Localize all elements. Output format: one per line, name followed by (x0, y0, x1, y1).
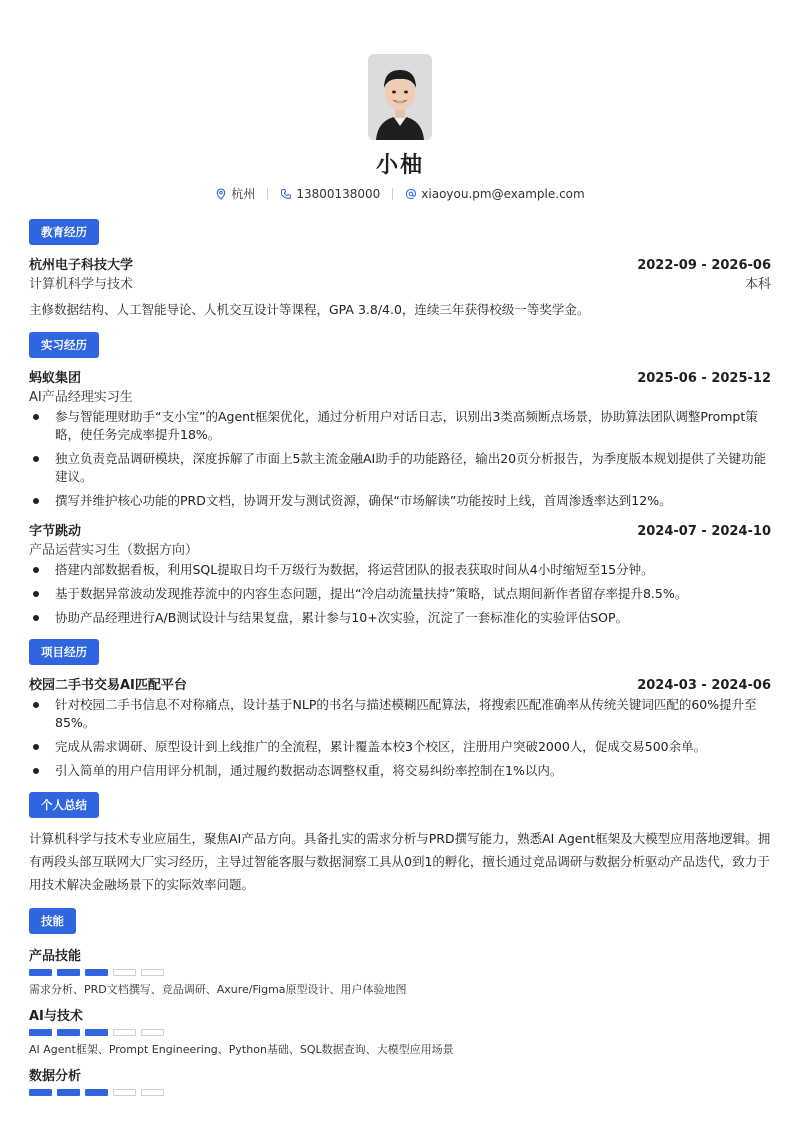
company-name: 蚂蚁集团 (29, 371, 82, 386)
skill-level-segment-filled (29, 969, 52, 976)
bullet-list (29, 696, 771, 780)
internship-role: AI产品经理实习生 (29, 390, 133, 405)
internship-entry (29, 520, 771, 627)
contact-info (0, 185, 800, 202)
section-title-project: 项目经历 (29, 639, 99, 665)
education-sub-row (29, 273, 771, 292)
section-title-summary: 个人总结 (29, 792, 99, 818)
skill-name: AI与技术 (29, 1009, 83, 1024)
project-section (29, 639, 771, 780)
contact-phone (268, 187, 392, 201)
skill-name: 数据分析 (29, 1069, 82, 1084)
education-detail: 主修数据结构、人工智能导论、人机交互设计等课程，GPA 3.8/4.0，连续三年获得校级一等奖学金。 (29, 302, 590, 317)
bullet-item: 独立负责竞品调研模块，深度拆解了市面上5款主流金融AI助手的功能路径，输出20页分析报告，为季度版本规划提供了关键功能建议。 (29, 450, 771, 486)
skill-level-segment-filled (57, 1029, 80, 1036)
bullet-item: 搭建内部数据看板，利用SQL提取日均千万级行为数据，将运营团队的报表获取时间从4小时缩短至15分钟。 (29, 561, 771, 579)
bullet-item: 协助产品经理进行A/B测试设计与结果复盘，累计参与10+次实验，沉淀了一套标准化的实验评估SOP。 (29, 609, 771, 627)
email-text: xiaoyou.pm@example.com (421, 186, 585, 201)
phone-icon (280, 188, 292, 200)
avatar-photo (368, 54, 432, 140)
skill-description: AI Agent框架、Prompt Engineering、Python基础、SQL数据查询、大模型应用场景 (29, 1043, 454, 1056)
at-sign-icon (405, 188, 417, 200)
skill-level-segment-empty (113, 1029, 136, 1036)
section-title-internship: 实习经历 (29, 332, 99, 358)
section-title-education: 教育经历 (29, 219, 99, 245)
summary-text: 计算机科学与技术专业应届生，聚焦AI产品方向。具备扎实的需求分析与PRD撰写能力，熟悉AI Agent框架及大模型应用落地逻辑。拥有两段头部互联网大厂实习经历，主导过智能客服与数据洞察工具从0到1的孵化，擅长通过竞品调研与数据分析驱动产品迭代，致力于用技术解决金融场景下的实际效率问题。 (29, 831, 771, 892)
skill-level-segment-filled (57, 1089, 80, 1096)
bullet-item: 完成从需求调研、原型设计到上线推广的全流程，累计覆盖本校3个校区，注册用户突破2000人，促成交易500余单。 (29, 738, 771, 756)
skills-section (29, 908, 771, 1096)
bullet-list (29, 561, 771, 627)
degree: 本科 (744, 277, 771, 292)
internship-entry (29, 367, 771, 510)
skill-item (29, 945, 771, 997)
internship-dates: 2025-06 - 2025-12 (637, 371, 771, 386)
internship-role: 产品运营实习生（数据方向） (29, 543, 199, 558)
skill-level-segment-empty (113, 969, 136, 976)
project-name: 校园二手书交易AI匹配平台 (29, 678, 187, 693)
skill-level-segment-empty (141, 1089, 164, 1096)
skill-level-segment-filled (29, 1029, 52, 1036)
section-title-skills: 技能 (29, 908, 76, 934)
education-section (29, 219, 771, 320)
skill-level-segment-empty (113, 1089, 136, 1096)
school-name: 杭州电子科技大学 (29, 258, 134, 273)
skill-description: 需求分析、PRD文档撰写、竞品调研、Axure/Figma原型设计、用户体验地图 (29, 983, 407, 996)
education-dates: 2022-09 - 2026-06 (637, 258, 771, 273)
project-entry (29, 674, 771, 780)
bullet-item: 针对校园二手书信息不对称痛点，设计基于NLP的书名与描述模糊匹配算法，将搜索匹配准确率从传统关键词匹配的60%提升至85%。 (29, 696, 771, 732)
skill-item (29, 1065, 771, 1096)
location-text: 杭州 (231, 187, 256, 201)
candidate-name: 小柚 (375, 153, 424, 178)
education-header-row (29, 254, 771, 273)
project-header-row (29, 674, 771, 693)
skill-level-segment-filled (85, 969, 108, 976)
bullet-item: 撰写并维护核心功能的PRD文档，协调开发与测试资源，确保“市场解读”功能按时上线，首周渗透率达到12%。 (29, 492, 771, 510)
internship-dates: 2024-07 - 2024-10 (637, 524, 771, 539)
internship-section (29, 332, 771, 627)
resume-header (0, 0, 800, 202)
company-name: 字节跳动 (29, 524, 82, 539)
skill-level-segment-filled (85, 1089, 108, 1096)
skill-level-segment-filled (57, 969, 80, 976)
skill-level-bar (29, 1029, 771, 1036)
skill-level-segment-empty (141, 969, 164, 976)
summary-section (29, 792, 771, 896)
internship-header-row (29, 367, 771, 386)
skill-level-bar (29, 1089, 771, 1096)
skill-level-segment-empty (141, 1029, 164, 1036)
bullet-item: 基于数据异常波动发现推荐流中的内容生态问题，提出“冷启动流量扶持”策略，试点期间新作者留存率提升8.5%。 (29, 585, 771, 603)
bullet-item: 引入简单的用户信用评分机制，通过履约数据动态调整权重，将交易纠纷率控制在1%以内。 (29, 762, 771, 780)
major: 计算机科学与技术 (29, 277, 134, 292)
contact-email (393, 187, 596, 201)
skills-list (29, 945, 771, 1096)
location-pin-icon (215, 188, 227, 200)
internship-header-row (29, 520, 771, 539)
skill-item (29, 1005, 771, 1057)
skill-level-bar (29, 969, 771, 976)
bullet-list (29, 408, 771, 510)
skill-level-segment-filled (85, 1029, 108, 1036)
bullet-item: 参与智能理财助手“支小宝”的Agent框架优化，通过分析用户对话日志，识别出3类高频断点场景，协助算法团队调整Prompt策略，使任务完成率提升18%。 (29, 408, 771, 444)
skill-level-segment-filled (29, 1089, 52, 1096)
skill-name: 产品技能 (29, 949, 82, 964)
project-dates: 2024-03 - 2024-06 (637, 678, 771, 693)
contact-location (203, 185, 267, 202)
avatar (368, 54, 432, 140)
resume-body (29, 219, 771, 1108)
phone-text: 13800138000 (296, 186, 381, 201)
